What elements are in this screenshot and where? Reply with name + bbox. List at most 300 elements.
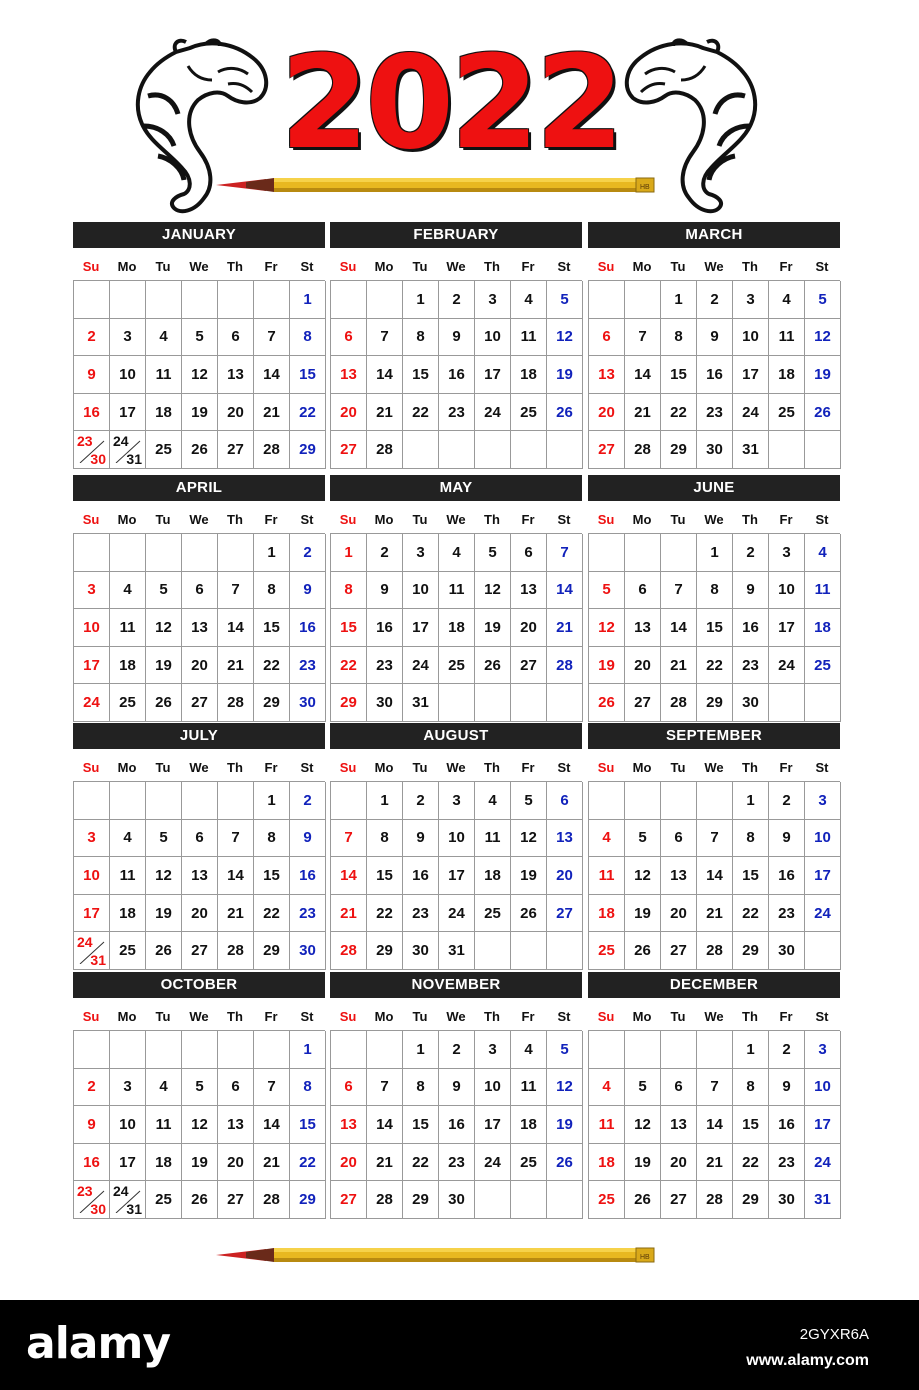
day-cell[interactable]: 28: [367, 1181, 403, 1219]
day-cell[interactable]: 21: [218, 895, 254, 933]
day-cell[interactable]: 3: [475, 1031, 511, 1069]
day-cell[interactable]: 24: [403, 647, 439, 685]
day-cell[interactable]: 27: [331, 431, 367, 469]
day-cell[interactable]: 6: [331, 1069, 367, 1107]
day-cell[interactable]: 19: [625, 895, 661, 933]
day-cell[interactable]: 18: [589, 1144, 625, 1182]
day-cell[interactable]: 20: [661, 895, 697, 933]
day-cell[interactable]: 20: [182, 647, 218, 685]
day-cell[interactable]: 7: [661, 572, 697, 610]
day-cell[interactable]: 25: [110, 932, 146, 970]
day-cell[interactable]: 21: [625, 394, 661, 432]
day-cell[interactable]: 29: [661, 431, 697, 469]
day-cell[interactable]: 30: [290, 932, 326, 970]
day-cell[interactable]: 7: [367, 319, 403, 357]
day-cell[interactable]: 31: [733, 431, 769, 469]
day-cell[interactable]: 30: [769, 932, 805, 970]
day-cell[interactable]: [110, 431, 146, 469]
day-cell[interactable]: 4: [769, 281, 805, 319]
day-cell[interactable]: 25: [511, 1144, 547, 1182]
day-cell[interactable]: 12: [511, 820, 547, 858]
day-cell[interactable]: 13: [625, 609, 661, 647]
day-cell[interactable]: 2: [439, 1031, 475, 1069]
day-cell[interactable]: 20: [331, 1144, 367, 1182]
day-cell[interactable]: [74, 431, 110, 469]
day-cell[interactable]: 4: [589, 1069, 625, 1107]
day-cell[interactable]: 26: [625, 1181, 661, 1219]
day-cell[interactable]: 11: [589, 1106, 625, 1144]
day-cell[interactable]: 28: [218, 684, 254, 722]
day-cell[interactable]: 23: [439, 1144, 475, 1182]
day-cell[interactable]: 3: [74, 820, 110, 858]
day-cell[interactable]: 27: [661, 1181, 697, 1219]
day-cell[interactable]: 23: [769, 895, 805, 933]
day-cell[interactable]: 27: [331, 1181, 367, 1219]
day-cell[interactable]: 23: [403, 895, 439, 933]
day-cell[interactable]: 18: [511, 1106, 547, 1144]
day-cell[interactable]: 9: [439, 319, 475, 357]
day-cell[interactable]: 29: [403, 1181, 439, 1219]
day-cell[interactable]: 18: [146, 1144, 182, 1182]
day-cell[interactable]: 12: [805, 319, 841, 357]
day-cell[interactable]: 13: [331, 356, 367, 394]
day-cell[interactable]: 16: [290, 609, 326, 647]
day-cell[interactable]: 8: [367, 820, 403, 858]
day-cell[interactable]: 16: [367, 609, 403, 647]
day-cell[interactable]: 13: [218, 1106, 254, 1144]
day-cell[interactable]: 28: [625, 431, 661, 469]
day-cell[interactable]: 17: [110, 1144, 146, 1182]
day-cell[interactable]: 29: [254, 684, 290, 722]
day-cell[interactable]: 6: [511, 534, 547, 572]
day-cell[interactable]: 9: [733, 572, 769, 610]
day-cell[interactable]: 10: [110, 1106, 146, 1144]
day-cell[interactable]: 12: [475, 572, 511, 610]
day-cell[interactable]: 8: [331, 572, 367, 610]
day-cell[interactable]: 16: [74, 1144, 110, 1182]
day-cell[interactable]: 1: [403, 1031, 439, 1069]
day-cell[interactable]: 8: [254, 820, 290, 858]
day-cell[interactable]: 2: [74, 319, 110, 357]
day-cell[interactable]: 21: [254, 1144, 290, 1182]
day-cell[interactable]: 26: [475, 647, 511, 685]
day-cell[interactable]: 9: [290, 572, 326, 610]
day-cell[interactable]: 23: [439, 394, 475, 432]
day-cell[interactable]: 15: [661, 356, 697, 394]
day-cell[interactable]: 20: [625, 647, 661, 685]
day-cell[interactable]: 27: [547, 895, 583, 933]
day-cell[interactable]: 1: [733, 1031, 769, 1069]
day-cell[interactable]: 11: [146, 356, 182, 394]
day-cell[interactable]: 16: [403, 857, 439, 895]
day-cell[interactable]: 12: [547, 1069, 583, 1107]
day-cell[interactable]: 21: [697, 1144, 733, 1182]
day-cell[interactable]: 27: [182, 684, 218, 722]
day-cell[interactable]: 17: [439, 857, 475, 895]
day-cell[interactable]: 25: [589, 1181, 625, 1219]
day-cell[interactable]: 24: [74, 684, 110, 722]
day-cell[interactable]: 27: [218, 431, 254, 469]
day-cell[interactable]: 12: [625, 857, 661, 895]
day-cell[interactable]: 29: [331, 684, 367, 722]
day-cell[interactable]: 17: [805, 1106, 841, 1144]
day-cell[interactable]: 8: [290, 1069, 326, 1107]
day-cell[interactable]: 20: [218, 1144, 254, 1182]
day-cell[interactable]: 21: [331, 895, 367, 933]
day-cell[interactable]: 12: [625, 1106, 661, 1144]
day-cell[interactable]: 15: [733, 857, 769, 895]
day-cell[interactable]: 2: [290, 534, 326, 572]
day-cell[interactable]: 1: [367, 782, 403, 820]
day-cell[interactable]: 30: [290, 684, 326, 722]
day-cell[interactable]: 6: [547, 782, 583, 820]
day-cell[interactable]: 6: [331, 319, 367, 357]
day-cell[interactable]: 21: [697, 895, 733, 933]
day-cell[interactable]: 7: [547, 534, 583, 572]
day-cell[interactable]: [74, 932, 110, 970]
day-cell[interactable]: 24: [439, 895, 475, 933]
day-cell[interactable]: [74, 1181, 110, 1219]
day-cell[interactable]: 6: [182, 820, 218, 858]
day-cell[interactable]: 16: [290, 857, 326, 895]
day-cell[interactable]: 16: [733, 609, 769, 647]
day-cell[interactable]: 19: [182, 394, 218, 432]
day-cell[interactable]: 5: [625, 1069, 661, 1107]
day-cell[interactable]: 5: [547, 1031, 583, 1069]
day-cell[interactable]: 18: [110, 647, 146, 685]
day-cell[interactable]: 17: [475, 1106, 511, 1144]
day-cell[interactable]: 21: [661, 647, 697, 685]
day-cell[interactable]: 28: [331, 932, 367, 970]
day-cell[interactable]: 20: [547, 857, 583, 895]
day-cell[interactable]: 9: [697, 319, 733, 357]
day-cell[interactable]: 16: [74, 394, 110, 432]
day-cell[interactable]: 18: [769, 356, 805, 394]
day-cell[interactable]: 9: [769, 820, 805, 858]
day-cell[interactable]: 12: [547, 319, 583, 357]
day-cell[interactable]: 18: [146, 394, 182, 432]
day-cell[interactable]: 16: [769, 857, 805, 895]
day-cell[interactable]: 22: [331, 647, 367, 685]
day-cell[interactable]: 14: [697, 857, 733, 895]
day-cell[interactable]: 14: [625, 356, 661, 394]
day-cell[interactable]: 29: [697, 684, 733, 722]
day-cell[interactable]: 26: [511, 895, 547, 933]
day-cell[interactable]: 10: [74, 609, 110, 647]
day-cell[interactable]: 22: [403, 394, 439, 432]
day-cell[interactable]: 2: [733, 534, 769, 572]
day-cell[interactable]: 8: [697, 572, 733, 610]
day-cell[interactable]: 6: [625, 572, 661, 610]
day-cell[interactable]: 28: [367, 431, 403, 469]
day-cell[interactable]: 28: [697, 932, 733, 970]
day-cell[interactable]: 3: [74, 572, 110, 610]
day-cell[interactable]: 7: [625, 319, 661, 357]
day-cell[interactable]: 3: [110, 1069, 146, 1107]
day-cell[interactable]: 21: [367, 1144, 403, 1182]
day-cell[interactable]: 1: [290, 281, 326, 319]
day-cell[interactable]: 22: [254, 647, 290, 685]
day-cell[interactable]: 23: [367, 647, 403, 685]
day-cell[interactable]: 11: [769, 319, 805, 357]
day-cell[interactable]: 17: [403, 609, 439, 647]
day-cell[interactable]: 22: [367, 895, 403, 933]
day-cell[interactable]: 12: [182, 1106, 218, 1144]
day-cell[interactable]: 28: [218, 932, 254, 970]
day-cell[interactable]: 25: [439, 647, 475, 685]
day-cell[interactable]: 1: [331, 534, 367, 572]
day-cell[interactable]: 4: [110, 572, 146, 610]
day-cell[interactable]: 16: [439, 1106, 475, 1144]
day-cell[interactable]: 29: [367, 932, 403, 970]
day-cell[interactable]: 20: [331, 394, 367, 432]
day-cell[interactable]: 29: [733, 1181, 769, 1219]
day-cell[interactable]: 24: [805, 895, 841, 933]
day-cell[interactable]: 22: [733, 1144, 769, 1182]
day-cell[interactable]: 3: [439, 782, 475, 820]
day-cell[interactable]: 25: [589, 932, 625, 970]
day-cell[interactable]: 14: [254, 1106, 290, 1144]
day-cell[interactable]: 26: [625, 932, 661, 970]
day-cell[interactable]: 9: [290, 820, 326, 858]
day-cell[interactable]: 24: [475, 394, 511, 432]
day-cell[interactable]: 14: [547, 572, 583, 610]
day-cell[interactable]: 14: [367, 1106, 403, 1144]
day-cell[interactable]: 15: [254, 857, 290, 895]
day-cell[interactable]: 3: [769, 534, 805, 572]
day-cell[interactable]: 18: [110, 895, 146, 933]
day-cell[interactable]: 4: [110, 820, 146, 858]
day-cell[interactable]: 26: [182, 1181, 218, 1219]
day-cell[interactable]: 1: [733, 782, 769, 820]
day-cell[interactable]: 5: [146, 572, 182, 610]
day-cell[interactable]: 5: [547, 281, 583, 319]
day-cell[interactable]: 19: [589, 647, 625, 685]
day-cell[interactable]: 7: [697, 1069, 733, 1107]
day-cell[interactable]: 16: [697, 356, 733, 394]
day-cell[interactable]: 18: [805, 609, 841, 647]
day-cell[interactable]: 1: [697, 534, 733, 572]
day-cell[interactable]: 11: [511, 319, 547, 357]
day-cell[interactable]: 7: [254, 1069, 290, 1107]
day-cell[interactable]: 14: [661, 609, 697, 647]
day-cell[interactable]: 5: [475, 534, 511, 572]
day-cell[interactable]: 25: [475, 895, 511, 933]
day-cell[interactable]: 22: [403, 1144, 439, 1182]
day-cell[interactable]: 14: [254, 356, 290, 394]
day-cell[interactable]: 30: [733, 684, 769, 722]
day-cell[interactable]: 29: [290, 1181, 326, 1219]
day-cell[interactable]: 27: [589, 431, 625, 469]
day-cell[interactable]: 19: [182, 1144, 218, 1182]
day-cell[interactable]: 26: [146, 684, 182, 722]
day-cell[interactable]: 10: [475, 1069, 511, 1107]
day-cell[interactable]: 19: [146, 895, 182, 933]
day-cell[interactable]: 22: [290, 394, 326, 432]
day-cell[interactable]: 11: [439, 572, 475, 610]
day-cell[interactable]: 25: [146, 1181, 182, 1219]
day-cell[interactable]: 23: [769, 1144, 805, 1182]
day-cell[interactable]: 17: [74, 647, 110, 685]
day-cell[interactable]: 21: [254, 394, 290, 432]
day-cell[interactable]: 6: [218, 319, 254, 357]
day-cell[interactable]: 4: [511, 1031, 547, 1069]
day-cell[interactable]: 12: [146, 857, 182, 895]
day-cell[interactable]: 28: [254, 431, 290, 469]
day-cell[interactable]: 26: [146, 932, 182, 970]
day-cell[interactable]: 13: [218, 356, 254, 394]
day-cell[interactable]: 7: [367, 1069, 403, 1107]
day-cell[interactable]: 11: [475, 820, 511, 858]
day-cell[interactable]: 21: [218, 647, 254, 685]
day-cell[interactable]: 15: [697, 609, 733, 647]
day-cell[interactable]: 26: [589, 684, 625, 722]
day-cell[interactable]: 8: [290, 319, 326, 357]
day-cell[interactable]: 22: [290, 1144, 326, 1182]
day-cell[interactable]: 11: [805, 572, 841, 610]
day-cell[interactable]: 28: [661, 684, 697, 722]
day-cell[interactable]: 5: [182, 1069, 218, 1107]
day-cell[interactable]: 4: [146, 1069, 182, 1107]
day-cell[interactable]: 9: [74, 356, 110, 394]
day-cell[interactable]: 26: [182, 431, 218, 469]
day-cell[interactable]: 27: [661, 932, 697, 970]
day-cell[interactable]: 31: [805, 1181, 841, 1219]
day-cell[interactable]: 13: [511, 572, 547, 610]
day-cell[interactable]: 11: [110, 609, 146, 647]
day-cell[interactable]: 10: [110, 356, 146, 394]
day-cell[interactable]: 17: [769, 609, 805, 647]
day-cell[interactable]: 25: [769, 394, 805, 432]
day-cell[interactable]: 18: [439, 609, 475, 647]
day-cell[interactable]: 31: [439, 932, 475, 970]
day-cell[interactable]: 2: [290, 782, 326, 820]
day-cell[interactable]: 17: [475, 356, 511, 394]
day-cell[interactable]: 15: [403, 356, 439, 394]
day-cell[interactable]: 15: [403, 1106, 439, 1144]
day-cell[interactable]: 12: [182, 356, 218, 394]
day-cell[interactable]: 14: [367, 356, 403, 394]
day-cell[interactable]: 1: [254, 782, 290, 820]
day-cell[interactable]: 4: [146, 319, 182, 357]
day-cell[interactable]: 6: [182, 572, 218, 610]
day-cell[interactable]: 20: [182, 895, 218, 933]
day-cell[interactable]: 8: [733, 1069, 769, 1107]
day-cell[interactable]: 2: [769, 782, 805, 820]
day-cell[interactable]: 4: [511, 281, 547, 319]
day-cell[interactable]: 15: [331, 609, 367, 647]
day-cell[interactable]: 7: [697, 820, 733, 858]
day-cell[interactable]: 19: [475, 609, 511, 647]
day-cell[interactable]: [110, 1181, 146, 1219]
day-cell[interactable]: 13: [547, 820, 583, 858]
day-cell[interactable]: 17: [110, 394, 146, 432]
day-cell[interactable]: 6: [661, 1069, 697, 1107]
day-cell[interactable]: 10: [805, 1069, 841, 1107]
day-cell[interactable]: 11: [110, 857, 146, 895]
day-cell[interactable]: 19: [511, 857, 547, 895]
day-cell[interactable]: 13: [589, 356, 625, 394]
day-cell[interactable]: 15: [367, 857, 403, 895]
day-cell[interactable]: 16: [769, 1106, 805, 1144]
day-cell[interactable]: 5: [589, 572, 625, 610]
day-cell[interactable]: 17: [805, 857, 841, 895]
day-cell[interactable]: 10: [403, 572, 439, 610]
day-cell[interactable]: 9: [367, 572, 403, 610]
day-cell[interactable]: 22: [733, 895, 769, 933]
day-cell[interactable]: 25: [110, 684, 146, 722]
day-cell[interactable]: 3: [110, 319, 146, 357]
day-cell[interactable]: 26: [547, 1144, 583, 1182]
day-cell[interactable]: 1: [254, 534, 290, 572]
day-cell[interactable]: 15: [290, 356, 326, 394]
day-cell[interactable]: 13: [182, 609, 218, 647]
day-cell[interactable]: 25: [511, 394, 547, 432]
day-cell[interactable]: 2: [769, 1031, 805, 1069]
day-cell[interactable]: 10: [475, 319, 511, 357]
day-cell[interactable]: 9: [439, 1069, 475, 1107]
day-cell[interactable]: 27: [182, 932, 218, 970]
day-cell[interactable]: 4: [475, 782, 511, 820]
day-cell[interactable]: 14: [331, 857, 367, 895]
day-cell[interactable]: 24: [805, 1144, 841, 1182]
day-cell[interactable]: 21: [367, 394, 403, 432]
day-cell[interactable]: 23: [290, 895, 326, 933]
day-cell[interactable]: 19: [547, 356, 583, 394]
day-cell[interactable]: 4: [589, 820, 625, 858]
day-cell[interactable]: 15: [290, 1106, 326, 1144]
day-cell[interactable]: 30: [367, 684, 403, 722]
day-cell[interactable]: 6: [218, 1069, 254, 1107]
day-cell[interactable]: 3: [475, 281, 511, 319]
day-cell[interactable]: 9: [769, 1069, 805, 1107]
day-cell[interactable]: 2: [367, 534, 403, 572]
day-cell[interactable]: 2: [697, 281, 733, 319]
day-cell[interactable]: 25: [805, 647, 841, 685]
day-cell[interactable]: 6: [589, 319, 625, 357]
day-cell[interactable]: 24: [769, 647, 805, 685]
day-cell[interactable]: 13: [661, 1106, 697, 1144]
day-cell[interactable]: 10: [74, 857, 110, 895]
day-cell[interactable]: 21: [547, 609, 583, 647]
day-cell[interactable]: 4: [439, 534, 475, 572]
day-cell[interactable]: 6: [661, 820, 697, 858]
day-cell[interactable]: 2: [74, 1069, 110, 1107]
day-cell[interactable]: 3: [805, 1031, 841, 1069]
day-cell[interactable]: 12: [146, 609, 182, 647]
day-cell[interactable]: 5: [805, 281, 841, 319]
day-cell[interactable]: 13: [331, 1106, 367, 1144]
day-cell[interactable]: 9: [403, 820, 439, 858]
day-cell[interactable]: 24: [475, 1144, 511, 1182]
day-cell[interactable]: 14: [697, 1106, 733, 1144]
day-cell[interactable]: 12: [589, 609, 625, 647]
day-cell[interactable]: 28: [547, 647, 583, 685]
day-cell[interactable]: 1: [290, 1031, 326, 1069]
day-cell[interactable]: 8: [403, 1069, 439, 1107]
day-cell[interactable]: 10: [769, 572, 805, 610]
day-cell[interactable]: 20: [511, 609, 547, 647]
day-cell[interactable]: 3: [733, 281, 769, 319]
day-cell[interactable]: 29: [254, 932, 290, 970]
day-cell[interactable]: 19: [625, 1144, 661, 1182]
day-cell[interactable]: 15: [733, 1106, 769, 1144]
day-cell[interactable]: 15: [254, 609, 290, 647]
day-cell[interactable]: 22: [697, 647, 733, 685]
day-cell[interactable]: 5: [146, 820, 182, 858]
day-cell[interactable]: 31: [403, 684, 439, 722]
day-cell[interactable]: 30: [769, 1181, 805, 1219]
